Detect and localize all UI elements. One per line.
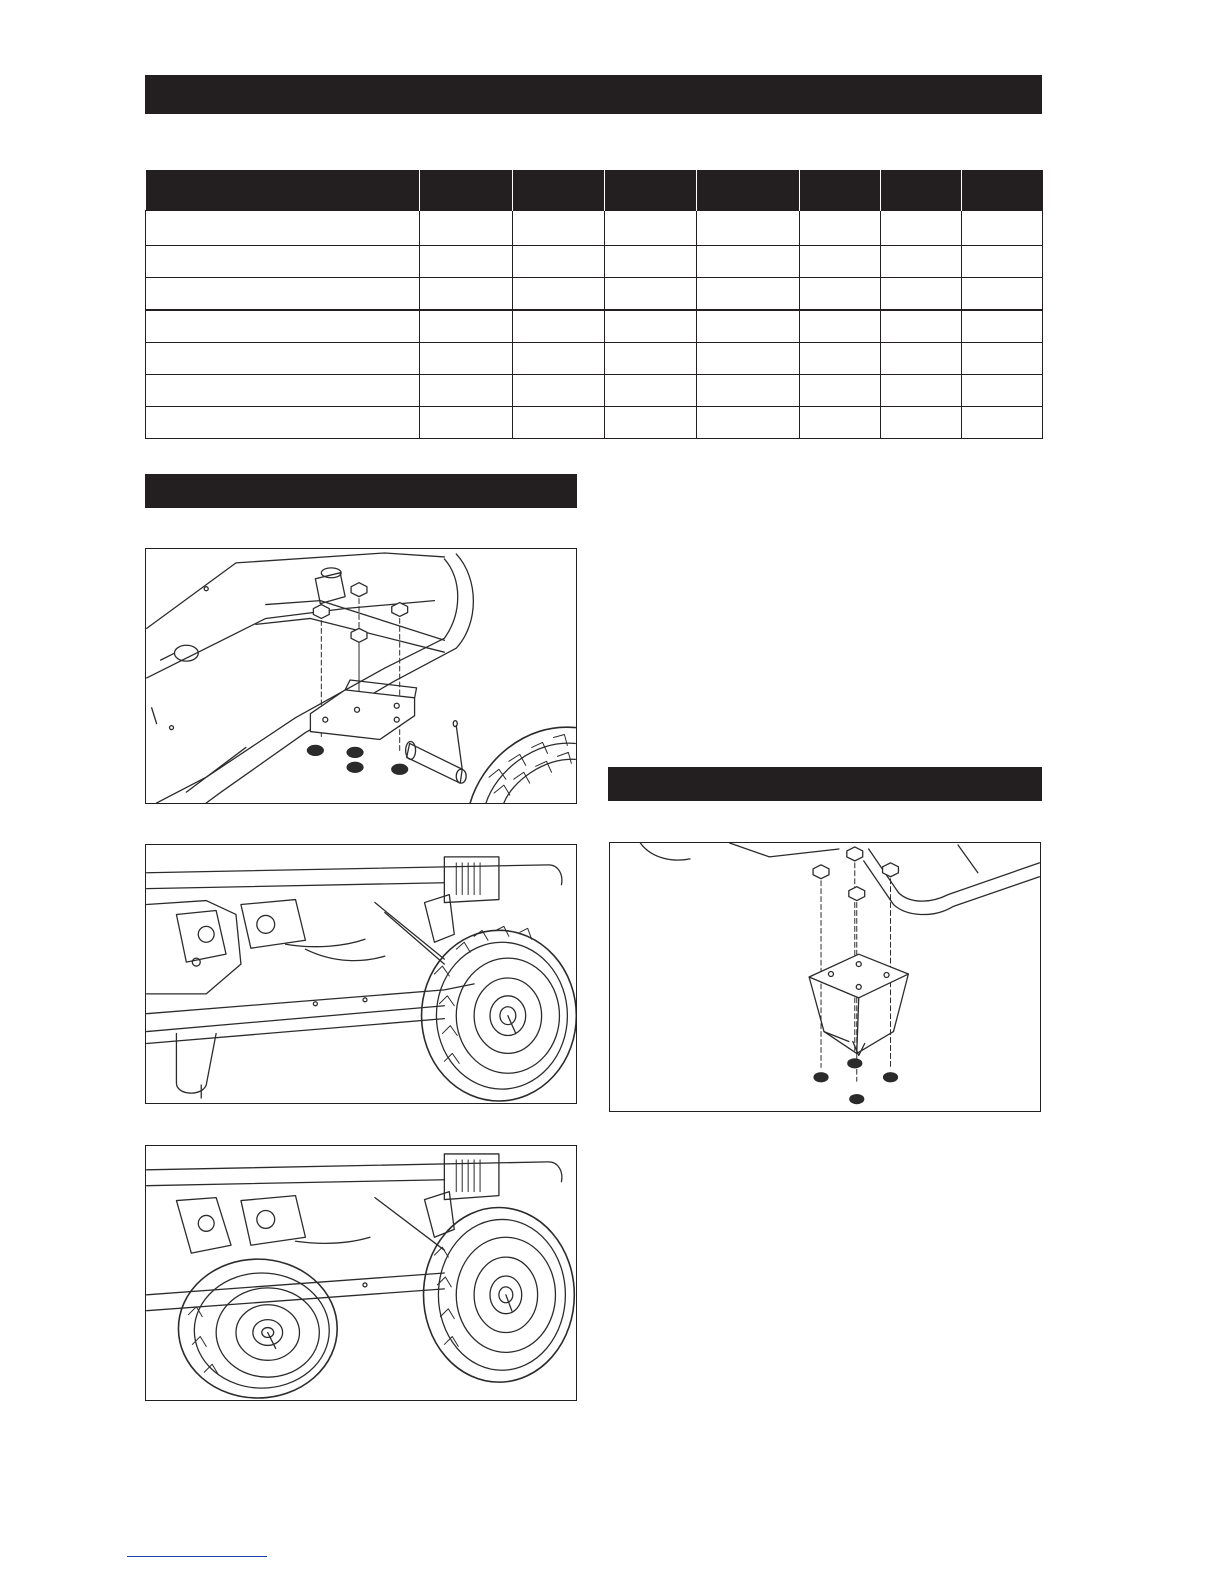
table-cell	[697, 407, 800, 439]
table-cell	[420, 375, 513, 407]
table-cell	[697, 310, 800, 343]
table-cell	[800, 407, 881, 439]
table-cell	[513, 375, 605, 407]
table-cell	[605, 246, 697, 278]
table-cell	[146, 246, 420, 278]
table-cell	[800, 343, 881, 375]
single-wheel-installed-illustration	[146, 845, 576, 1103]
table-cell	[881, 375, 962, 407]
table-row	[146, 407, 1043, 439]
table-cell	[800, 375, 881, 407]
table-cell	[962, 343, 1043, 375]
table-row	[146, 343, 1043, 375]
table-cell	[800, 211, 881, 246]
table-cell	[800, 310, 881, 343]
table-cell	[962, 246, 1043, 278]
table-cell	[146, 343, 420, 375]
one-wheel-figure	[145, 844, 577, 1104]
wheel-section-header-bar	[145, 474, 577, 508]
two-wheels-figure	[145, 1145, 577, 1401]
table-cell	[697, 343, 800, 375]
spec-col-header	[146, 170, 420, 211]
spec-table-header-row	[146, 170, 1043, 211]
table-row	[146, 278, 1043, 311]
table-cell	[697, 375, 800, 407]
table-cell	[420, 310, 513, 343]
spec-col-header	[697, 170, 800, 211]
table-cell	[146, 278, 420, 311]
spec-col-header	[513, 170, 605, 211]
table-cell	[605, 310, 697, 343]
spec-col-header	[962, 170, 1043, 211]
table-cell	[605, 407, 697, 439]
table-cell	[881, 310, 962, 343]
table-cell	[697, 211, 800, 246]
table-cell	[881, 246, 962, 278]
spec-col-header	[605, 170, 697, 211]
table-cell	[420, 278, 513, 311]
table-cell	[513, 278, 605, 311]
table-cell	[800, 278, 881, 311]
table-cell	[881, 407, 962, 439]
table-row	[146, 310, 1043, 343]
table-cell	[513, 310, 605, 343]
table-cell	[513, 246, 605, 278]
table-cell	[962, 375, 1043, 407]
table-cell	[146, 211, 420, 246]
spec-col-header	[420, 170, 513, 211]
table-cell	[146, 310, 420, 343]
table-cell	[697, 278, 800, 311]
spec-col-header	[800, 170, 881, 211]
table-cell	[513, 407, 605, 439]
table-cell	[605, 211, 697, 246]
support-leg-assembly-illustration	[610, 843, 1040, 1111]
table-cell	[146, 375, 420, 407]
spec-table	[145, 170, 1043, 439]
table-cell	[881, 343, 962, 375]
both-wheels-installed-illustration	[146, 1146, 576, 1400]
table-cell	[881, 211, 962, 246]
page-header-bar	[145, 75, 1042, 114]
table-cell	[513, 211, 605, 246]
axle-bracket-figure	[145, 548, 577, 804]
table-cell	[146, 407, 420, 439]
spec-col-header	[881, 170, 962, 211]
footer-link-underline	[127, 1556, 267, 1557]
table-cell	[420, 407, 513, 439]
table-cell	[697, 246, 800, 278]
table-cell	[605, 375, 697, 407]
table-row	[146, 375, 1043, 407]
table-cell	[420, 211, 513, 246]
support-leg-figure	[609, 842, 1041, 1112]
table-cell	[605, 278, 697, 311]
table-cell	[962, 407, 1043, 439]
table-row	[146, 246, 1043, 278]
axle-bracket-assembly-illustration	[146, 549, 576, 803]
table-row	[146, 211, 1043, 246]
table-cell	[962, 211, 1043, 246]
table-cell	[962, 278, 1043, 311]
table-cell	[962, 310, 1043, 343]
table-cell	[605, 343, 697, 375]
table-cell	[800, 246, 881, 278]
table-cell	[420, 343, 513, 375]
table-cell	[881, 278, 962, 311]
table-cell	[513, 343, 605, 375]
table-cell	[420, 246, 513, 278]
leg-section-header-bar	[608, 767, 1042, 801]
